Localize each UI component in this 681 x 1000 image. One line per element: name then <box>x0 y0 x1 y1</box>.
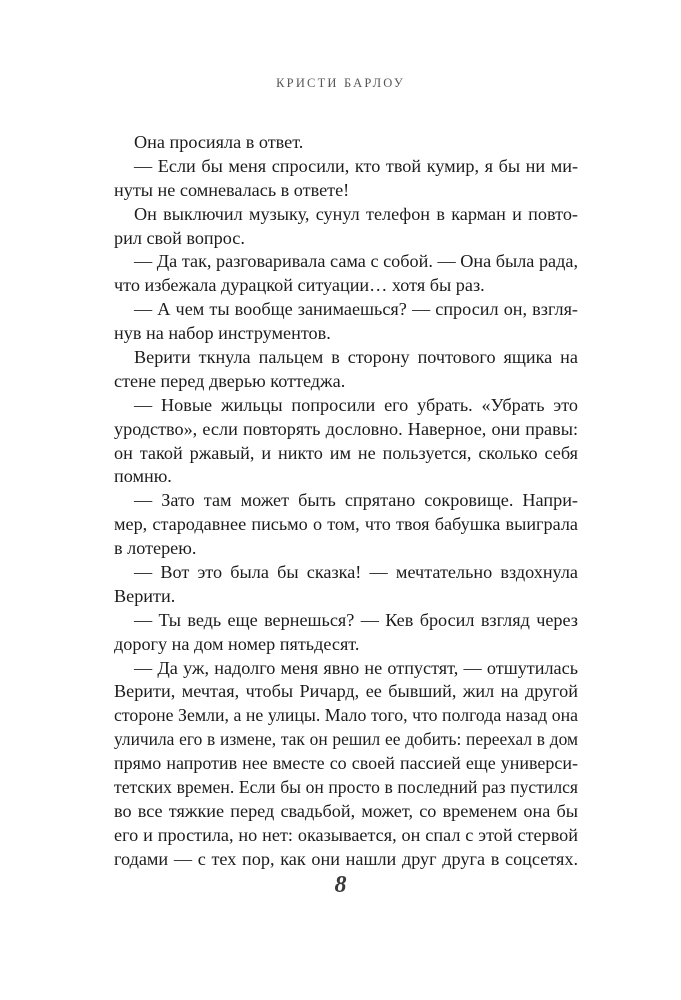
text-line: — Если бы меня спросили, кто твой кумир, я бы ни ми- <box>134 155 578 176</box>
text-line: Она просияла в ответ. <box>134 132 304 152</box>
text-line: дорогу на дом номер пятьдесят. <box>114 633 360 654</box>
text-line: — Новые жильцы попросили его убрать. «Убрать это <box>134 394 578 415</box>
text-line: мер, стародавнее письмо о том, что твоя бабушка выиграла <box>114 514 578 535</box>
text-line: в лотерею. <box>114 538 197 559</box>
text-line: уродство», если повторять дословно. Наверное, они правы: <box>114 418 578 439</box>
text-line: нуты не сомневалась в ответе! <box>114 179 350 200</box>
text-line: стороне Земли, а не улицы. Мало того, что полгода назад она <box>114 705 578 726</box>
text-line: помню. <box>114 466 172 487</box>
text-line: — Ты ведь еще вернешься? — Кев бросил взгляд через <box>134 609 578 630</box>
text-line: во все тяжкие перед свадьбой, может, со временем она бы <box>114 800 578 821</box>
text-line: Верити. <box>114 585 176 606</box>
text-line: что избежала дурацкой ситуации… хотя бы раз. <box>114 275 485 296</box>
text-line: стене перед дверью коттеджа. <box>114 370 346 391</box>
text-line: — А чем ты вообще занимаешься? — спросил он, взгля- <box>134 299 578 320</box>
text-line: его и простила, но нет: оказывается, он спал с этой стервой <box>114 824 578 845</box>
text-line: тетских времен. Если бы он просто в последний раз пустился <box>114 777 578 798</box>
text-line: Он выключил музыку, сунул телефон в карман и повто- <box>134 203 578 224</box>
text-line: он такой ржавый, и никто им не пользуется, сколько себя <box>114 442 578 463</box>
text-line: прямо напротив нее вместе со своей пассией еще универси- <box>114 753 578 774</box>
text-line: годами — с тех пор, как они нашли друг друга в соцсетях. <box>114 848 578 869</box>
page-number: 8 <box>334 872 347 898</box>
text-line: — Зато там может быть спрятано сокровище. Напри- <box>134 490 578 511</box>
text-line: — Да уж, надолго меня явно не отпустят, — отшутилась <box>134 657 578 678</box>
text-line: — Вот это была бы сказка! — мечтательно вздохнула <box>134 562 578 583</box>
text-line: уличила его в измене, так он решил ее добить: переехал в дом <box>114 729 578 750</box>
text-line: рил свой вопрос. <box>114 227 245 248</box>
text-line: Верити ткнула пальцем в сторону почтового ящика на <box>134 347 578 368</box>
text-line: нув на набор инструментов. <box>114 323 331 344</box>
text-line: — Да так, разговаривала сама с собой. — Она была рада, <box>134 251 578 272</box>
body-text <box>114 131 578 872</box>
running-header: КРИСТИ БАРЛОУ <box>276 76 405 90</box>
text-line: Верити, мечтая, чтобы Ричард, ее бывший, жил на другой <box>114 681 578 702</box>
